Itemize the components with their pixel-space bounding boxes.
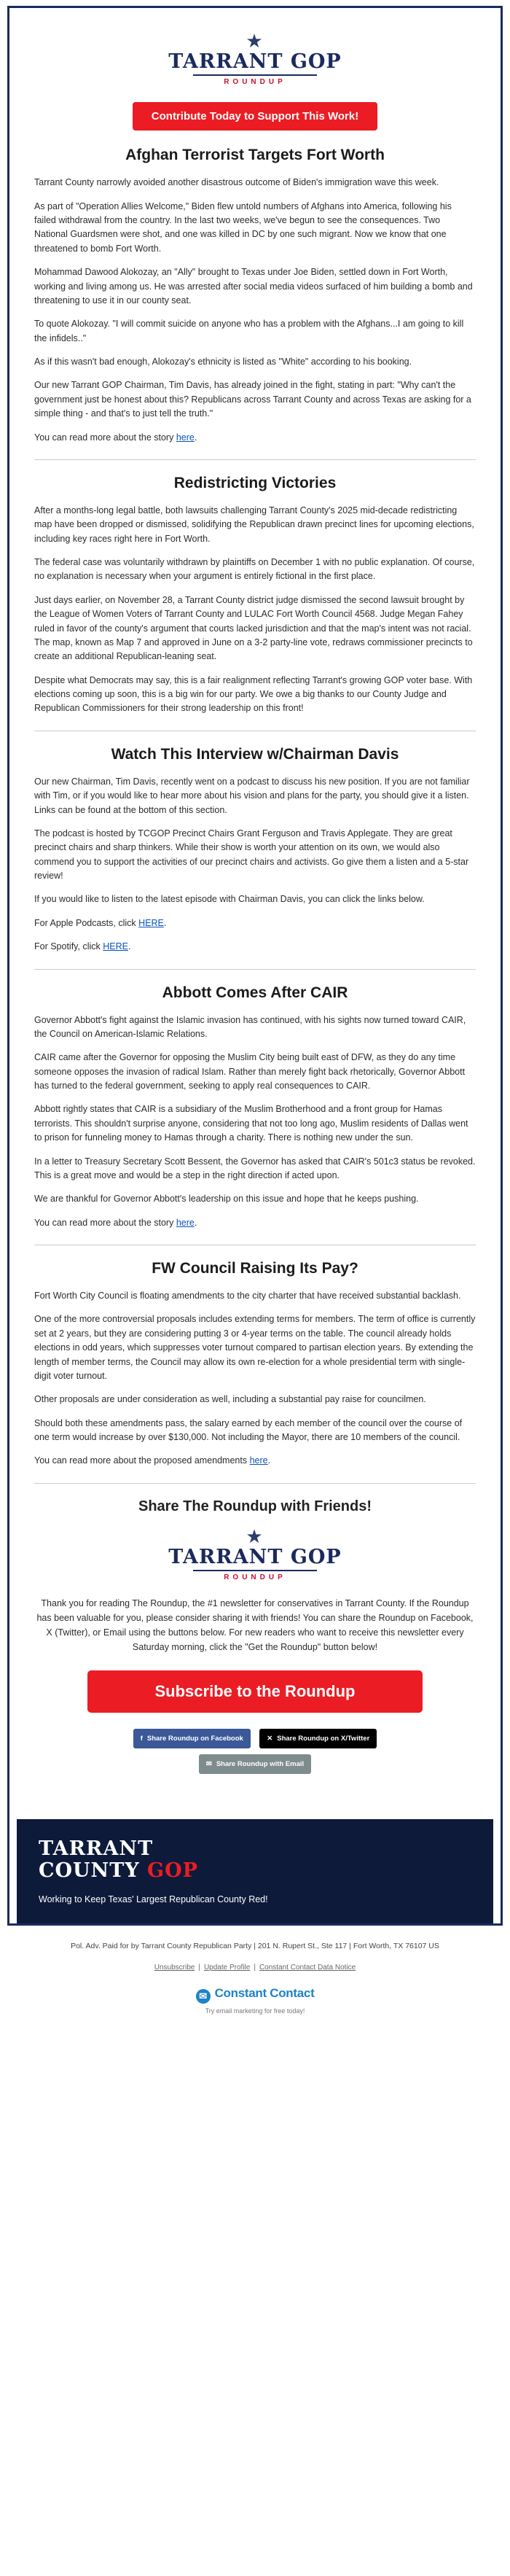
banner-line-1: TARRANT <box>39 1837 154 1861</box>
paragraph: As if this wasn't bad enough, Alokozay's ethnicity is listed as "White" according to his booking. <box>34 357 412 367</box>
paragraph: Tarrant County narrowly avoided another disastrous outcome of Biden's immigration wave this week. <box>34 177 439 188</box>
section-headline-interview: Watch This Interview w/Chairman Davis <box>111 745 399 763</box>
banner-title <box>39 1838 471 1882</box>
apple-podcast-line <box>34 917 476 930</box>
envelope-icon: ✉ <box>205 1760 212 1769</box>
paragraph: As part of "Operation Allies Welcome," Biden flew untold numbers of Afghans into America, following his failed withdrawal from the country. In the last two weeks, we've begun to see the consequences. Two National Guardsmen were shot, and one was killed in DC by one such migrant. Now we know that one threatened to bomb Fort Worth. <box>34 201 452 254</box>
paragraph: The podcast is hosted by TCGOP Precinct Chairs Grant Ferguson and Travis Applegate. They are great precinct chairs and sharp thinkers. While their show is worth your attention on its own, we would also commend you to support the activities of our precinct chairs and activists. Go give them a listen and a 5-star review! <box>34 828 469 882</box>
subscribe-wrap <box>34 1670 476 1713</box>
tarrant-gop-roundup-logo <box>168 31 341 86</box>
paragraph: In a letter to Treasury Secretary Scott Bessent, the Governor has asked that CAIR's 501c3 status be revoked. This is a great move and would be a step in the right direction if acted upon. <box>34 1156 476 1180</box>
paragraph: We are thankful for Governor Abbott's leadership on this issue and hope that he keeps pushing. <box>34 1194 419 1205</box>
paragraph: One of the more controversial proposals includes extending terms for members. The term of office is currently set at 2 years, but they are considering putting 3 or 4-year terms on the table. The council already holds elections in odd years, which suppresses voter turnout compared to partisan election years. By extending the length of member terms, the Council may allow its own re-election for a whole presidential term with single-digit voter turnout. <box>34 1314 476 1381</box>
thank-you-text: Thank you for reading The Roundup, the #1 newsletter for conservatives in Tarrant County. If the Roundup has been valuable for you, please consider sharing it with friends! You can share the Roundup on Facebook, X (Twitter), or Email using the buttons below. For new readers who want to receive this newsletter every Saturday morning, click the "Get the Roundup" button below! <box>36 1598 474 1653</box>
share-headline: Share The Roundup with Friends! <box>138 1498 372 1514</box>
read-more-prefix: You can read more about the story <box>34 1217 176 1228</box>
spotify-line <box>34 940 476 954</box>
logo-subtitle: ROUNDUP <box>224 1573 286 1582</box>
share-x-twitter-label: Share Roundup on X/Twitter <box>277 1735 370 1743</box>
share-email-button[interactable] <box>199 1754 311 1774</box>
share-logo <box>34 1527 476 1583</box>
logo-subtitle: ROUNDUP <box>224 78 286 87</box>
contribute-button[interactable]: Contribute Today to Support This Work! <box>133 102 377 131</box>
email-page <box>0 6 510 2034</box>
email-body <box>9 8 501 1800</box>
apple-suffix: . <box>163 917 167 928</box>
share-facebook-button[interactable] <box>133 1729 251 1748</box>
paragraph: If you would like to listen to the latest episode with Chairman Davis, you can click the links below. <box>34 894 425 905</box>
logo-divider <box>193 74 317 76</box>
facebook-icon: f <box>140 1735 143 1743</box>
social-share-row-2 <box>34 1754 476 1774</box>
footer-separator: | <box>254 1964 256 1972</box>
section-headline-fwcouncil: FW Council Raising Its Pay? <box>152 1260 358 1277</box>
read-more-line: You can read more about the proposed amendments here. <box>34 1455 271 1466</box>
data-notice-link[interactable]: Constant Contact Data Notice <box>259 1964 356 1972</box>
footer-links <box>0 1956 510 1982</box>
social-share-row-1 <box>34 1729 476 1748</box>
star-icon: ★ <box>246 30 264 52</box>
paragraph: To quote Alokozay. "I will commit suicide on anyone who has a problem with the Afghans...I am going to kill the infidels.." <box>34 319 464 343</box>
tarrant-county-gop-banner <box>17 1819 493 1923</box>
footer-disclaimer: Pol. Adv. Paid for by Tarrant County Republican Party | 201 N. Rupert St., Ste 117 | Fort Worth, TX 76107 US <box>71 1941 439 1950</box>
share-facebook-label: Share Roundup on Facebook <box>146 1735 243 1743</box>
paragraph: Our new Chairman, Tim Davis, recently went on a podcast to discuss his new position. If you are not familiar with Tim, or if you would like to hear more about his vision and plans for the party, you should give it a listen. Links can be found at the bottom of this section. <box>34 776 470 815</box>
constant-contact-logo[interactable] <box>196 1986 315 2004</box>
paragraph: Should both these amendments pass, the salary earned by each member of the council over the course of one term would increase by over $130,000. Not including the Mayor, there are 10 members of the council. <box>34 1417 463 1443</box>
section-headline-afghan: Afghan Terrorist Targets Fort Worth <box>125 147 385 164</box>
star-icon: ★ <box>246 1525 264 1547</box>
paragraph: Mohammad Dawood Alokozay, an "Ally" brought to Texas under Joe Biden, settled down in Fort Worth, working and living among us. He was arrested after social media videos surfaced of him building a bomb and threatening to use it in our county seat. <box>34 267 473 306</box>
logo-divider <box>193 1570 317 1571</box>
banner-subtitle: Working to Keep Texas' Largest Republican County Red! <box>39 1894 268 1904</box>
section-divider <box>34 459 476 460</box>
paragraph: Our new Tarrant GOP Chairman, Tim Davis, has already joined in the fight, stating in part: "Why can't the government just be honest about this? Republicans across Tarrant County and across Texas are asking for a simple thing - and that's to just tell the truth." <box>34 380 471 419</box>
paragraph: Fort Worth City Council is floating amendments to the city charter that have received substantial backlash. <box>34 1291 461 1301</box>
section-headline-cair: Abbott Comes After CAIR <box>162 984 348 1001</box>
read-more-link[interactable]: here <box>176 432 195 443</box>
read-more-link[interactable]: here <box>176 1217 195 1228</box>
constant-contact-tagline: Try email marketing for free today! <box>205 2007 305 2015</box>
section-headline-redistricting: Redistricting Victories <box>173 474 337 491</box>
contribute-cta-wrap <box>34 102 476 131</box>
read-more-prefix: You can read more about the proposed amendments <box>34 1455 250 1466</box>
paragraph: Just days earlier, on November 28, a Tarrant County district judge dismissed the second lawsuit brought by the League of Women Voters of Tarrant County and LULAC Fort Worth Council 4568. Judge Megan Fahey ruled in favor of the county's argument that courts lacked jurisdiction and that the map's intent was not racial. The map, known as Map 7 and approved in June on a 3-2 party-line vote, redraws commissioner precincts to create an additional Republican-leaning seat. <box>34 594 473 662</box>
read-more-prefix: You can read more about the story <box>34 432 176 443</box>
section-divider <box>34 969 476 970</box>
constant-contact-icon: ✉ <box>196 1989 211 2004</box>
spotify-suffix: . <box>128 941 131 952</box>
apple-podcast-link[interactable]: HERE <box>138 917 164 928</box>
read-more-link[interactable]: here <box>249 1455 268 1466</box>
paragraph: Abbott rightly states that CAIR is a subsidiary of the Muslim Brotherhood and a front group for Hamas terrorists. This shouldn't surprise anyone, considering that not too long ago, Muslim residents of Dallas went to prison for funneling money to Hamas through a charity. There is nothing new under the sun. <box>34 1104 468 1143</box>
logo-title: TARRANT GOP <box>168 1545 342 1568</box>
spotify-link[interactable]: HERE <box>103 941 128 952</box>
unsubscribe-link[interactable]: Unsubscribe <box>154 1964 195 1972</box>
read-more-line: You can read more about the story here. <box>34 432 197 443</box>
paragraph: CAIR came after the Governor for opposing the Muslim City being built east of DFW, as they do any time someone opposes the invasion of radical Islam. Rather than merely fight back rhetorically, Governor Abbott has turned to the federal government, seeking to apply real consequences to CAIR. <box>34 1052 466 1092</box>
email-frame <box>7 6 503 1926</box>
section-divider <box>34 1483 476 1484</box>
share-email-label: Share Roundup with Email <box>216 1760 305 1769</box>
subscribe-button[interactable]: Subscribe to the Roundup <box>87 1670 423 1713</box>
logo-title: TARRANT GOP <box>168 50 342 73</box>
paragraph: Governor Abbott's fight against the Islamic invasion has continued, with his sights now turned toward CAIR, the Council on American-Islamic Relations. <box>34 1014 466 1039</box>
paragraph: Other proposals are under consideration as well, including a substantial pay raise for councilmen. <box>34 1394 426 1405</box>
tarrant-gop-roundup-logo-footer <box>168 1527 341 1581</box>
apple-prefix: For Apple Podcasts, click <box>34 917 139 928</box>
share-x-twitter-button[interactable] <box>259 1729 377 1748</box>
paragraph: The federal case was voluntarily withdrawn by plaintiffs on December 1 with no public explanation. Of course, no explanation is necessary when your argument is entirely fictional in the first place. <box>34 557 475 582</box>
read-more-line: You can read more about the story here. <box>34 1217 197 1228</box>
constant-contact-label: Constant Contact <box>214 1986 315 2001</box>
x-twitter-icon: ✕ <box>267 1735 273 1743</box>
footer-separator: | <box>198 1964 200 1972</box>
constant-contact-footer <box>0 1982 510 2034</box>
banner-line-2-left: COUNTY <box>39 1859 140 1883</box>
paragraph: After a months-long legal battle, both lawsuits challenging Tarrant County's 2025 mid-decade redistricting map have been dropped or dismissed, solidifying the Republican drawn precinct lines for upcoming elections, including key races right here in Fort Worth. <box>34 505 474 544</box>
banner-line-2-right: GOP <box>147 1859 198 1883</box>
header-logo <box>34 21 476 95</box>
paragraph: Despite what Democrats may say, this is a fair realignment reflecting Tarrant's growing GOP voter base. With elections coming up soon, this is a big win for our party. We owe a big thanks to our County Judge and Republican Commissioners for their strong leadership on this front! <box>34 674 473 714</box>
update-profile-link[interactable]: Update Profile <box>203 1964 251 1972</box>
spotify-prefix: For Spotify, click <box>34 941 103 952</box>
